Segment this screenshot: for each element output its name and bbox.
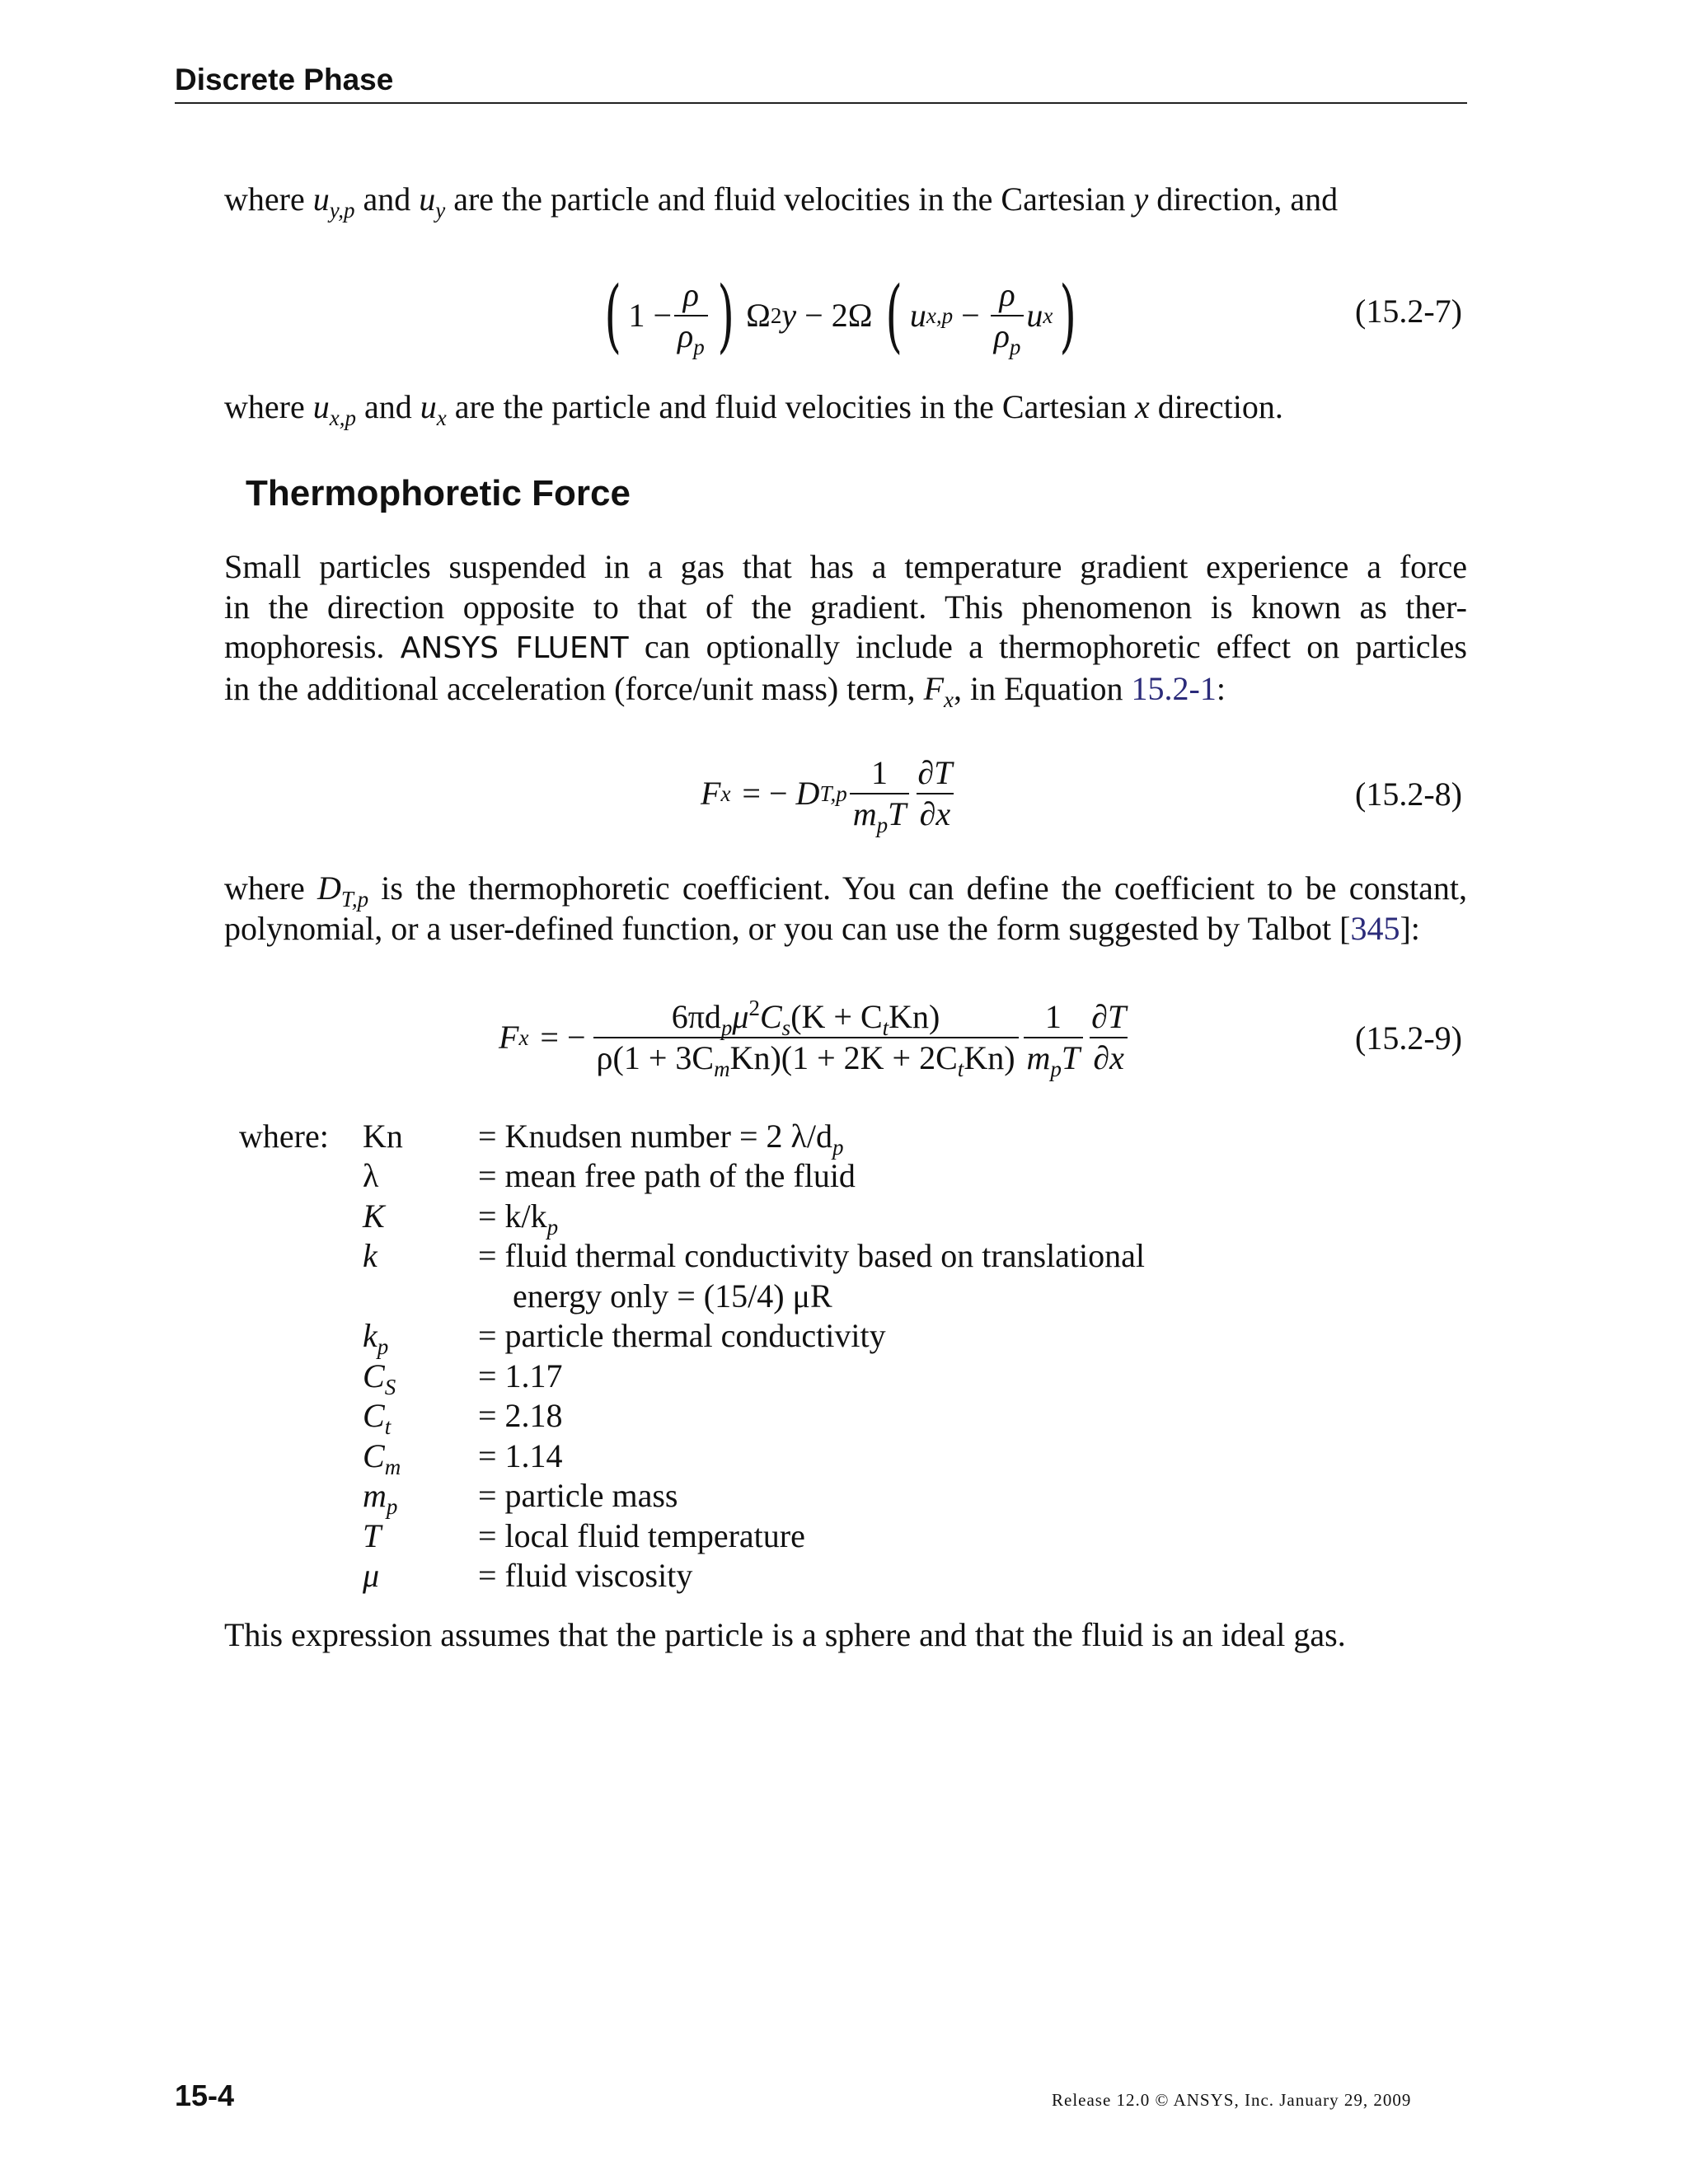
definition-row: $m_p$ = particle mass [363, 1477, 678, 1520]
release-info: Release 12.0 © ANSYS, Inc. January 29, 2009 [1052, 2090, 1412, 2110]
equation-number: (15.2-8) [1355, 776, 1462, 813]
definition-row: $k_p$ = particle thermal conductivity [363, 1317, 886, 1360]
paragraph-ux: where $u_{x,p}$ and $u_x$ are the particle and fluid velocities in the Cartesian x direction. [224, 388, 1283, 430]
paragraph-coefficient: where $D_{T,p}$ is the thermophoretic coefficient. You can define the coefficient to be constant, polynomial, or a user-defined function, or you can use the form suggested by Talbot [345]: [224, 869, 1467, 947]
definition-row: $C_t$ = 2.18 [363, 1397, 563, 1440]
paragraph-thermophoresis: Small particles suspended in a gas that has a temperature gradient experience a force in the direction opposite to that of the gradient. This phenomenon is known as ther- mophoresis. ANSYS FLUENT can optionally include a thermophoretic effect on particles in the additional acceleration (force/unit mass) term, $F_x$, in Equation 15.2-1: [224, 548, 1467, 712]
page-number: 15-4 [175, 2079, 235, 2112]
header-rule [175, 102, 1467, 104]
paragraph-assumption: This expression assumes that the particle is a sphere and that the fluid is an ideal gas. [224, 1616, 1346, 1653]
section-heading: Thermophoretic Force [246, 473, 631, 513]
definition-row: λ = mean free path of the fluid [363, 1157, 856, 1195]
equation-15-2-9: F x = − $\frac{6\pi d_p\mu^2C_s(K + C_tKn)}{\rho(1 + 3C_mKn)(1 + 2K + 2C_tKn)}$ $\frac{1}{m_pT}$ $\frac{\partial T}{\partial x}$ [499, 996, 1127, 1081]
definition-row: energy only = (15/4) μR [513, 1277, 832, 1315]
citation-link[interactable]: 345 [1350, 909, 1400, 947]
definition-row: $C_m$ = 1.14 [363, 1436, 563, 1479]
definition-row: T = local fluid temperature [363, 1516, 805, 1554]
definition-row: K = $k/k_p$ [363, 1197, 559, 1240]
definition-row: k = fluid thermal conductivity based on translational [363, 1237, 1146, 1275]
equation-15-2-8: F x = − D T,p $\frac{1}{m_pT}$ $\frac{\partial T}{\partial x}$ [701, 754, 953, 837]
equation-15-2-7: ( 1 − $\frac{\rho}{\rho_p}$ ) Ω 2 y − 2Ω ( u x,p − $\frac{\rho}{\rho_p}$ u x ) [604, 269, 1077, 362]
definitions-list [239, 1116, 1145, 1596]
paragraph-uy: where $u_{y,p}$ and $u_y$ are the particle and fluid velocities in the Cartesian y direction, and [224, 180, 1339, 223]
running-header: Discrete Phase [175, 63, 394, 96]
where-label: where: [239, 1117, 329, 1155]
equation-number: (15.2-7) [1355, 293, 1462, 330]
definition-row: $C_S$ = 1.17 [363, 1357, 563, 1399]
definition-row: where: Kn = Knudsen number = 2 $\lambda/d_p$ [239, 1117, 844, 1160]
definition-row: μ = fluid viscosity [363, 1557, 693, 1595]
equation-link[interactable]: 15.2-1 [1131, 669, 1217, 707]
equation-number: (15.2-9) [1355, 1019, 1462, 1057]
